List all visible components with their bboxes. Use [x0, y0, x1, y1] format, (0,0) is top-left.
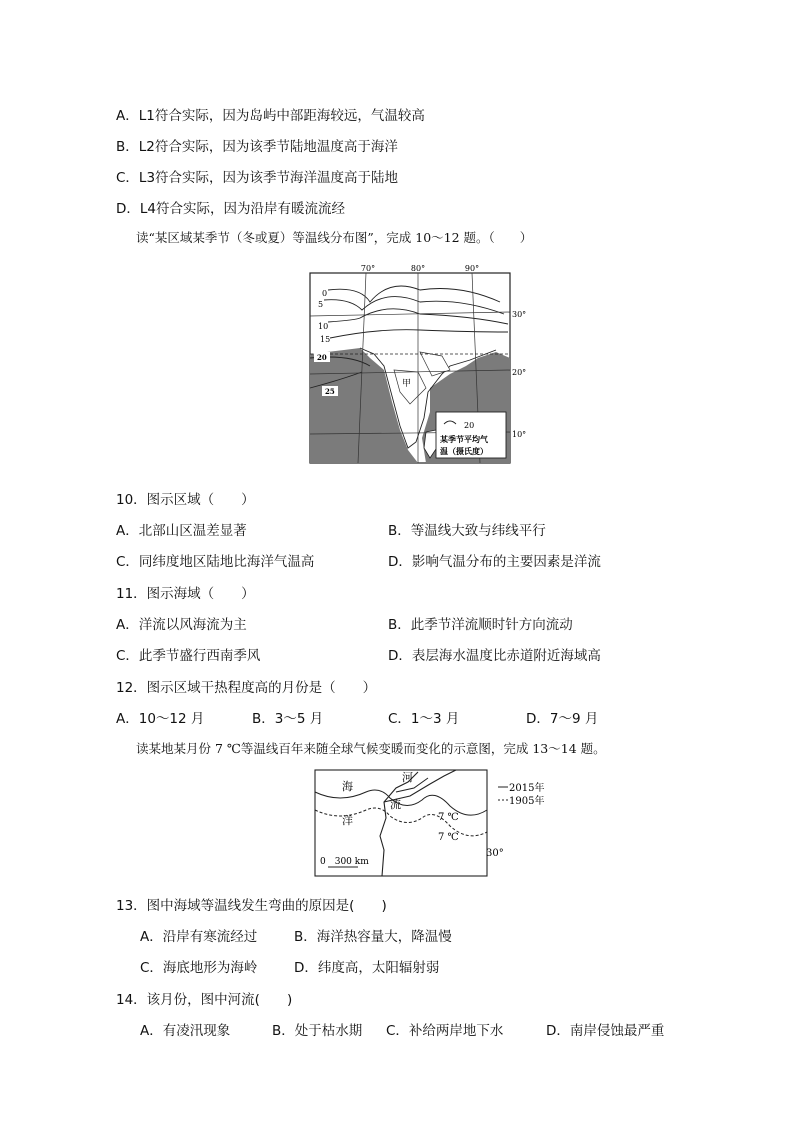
legend-text-line2: 温（摄氏度） [440, 446, 488, 456]
label-river-2: 流 [390, 798, 401, 811]
q10-option-c: C．同纬度地区陆地比海洋气温高 [116, 554, 315, 570]
lon-label-80: 80° [410, 264, 426, 273]
q14-option-d: D．南岸侵蚀最严重 [546, 1023, 665, 1039]
lat-label-10: 10° [512, 430, 527, 439]
lon-label-70: 70° [360, 264, 376, 273]
q13-option-a: A．沿岸有寒流经过 [140, 929, 258, 945]
q13-option-b: B．海洋热容量大，降温慢 [294, 929, 452, 945]
q10-option-a: A．北部山区温差显著 [116, 523, 247, 539]
label-sea-1: 海 [342, 780, 353, 793]
label-sea-2: 洋 [342, 814, 353, 827]
q9-option-c: C．L3符合实际，因为该季节海洋温度高于陆地 [116, 170, 399, 186]
q11-option-d: D．表层海水温度比赤道附近海域高 [388, 648, 601, 664]
legend-2015: 2015年 [509, 783, 545, 794]
scale-text: 0 300 km [320, 857, 369, 867]
q10-stem: 10．图示区域（ ） [116, 492, 255, 508]
q11-option-a: A．洋流以风海流为主 [116, 617, 247, 633]
q12-stem: 12．图示区域干热程度高的月份是（ ） [116, 680, 377, 696]
place-label-jia: 甲 [402, 379, 412, 389]
q11-option-b: B．此季节洋流顺时针方向流动 [388, 617, 573, 633]
legend-value: 20 [464, 421, 475, 430]
q14-option-c: C．补给两岸地下水 [386, 1023, 504, 1039]
lon-label-90: 90° [464, 264, 480, 273]
q13-option-c: C．海底地形为海岭 [140, 960, 258, 976]
q9-option-d: D．L4符合实际，因为沿岸有暖流流经 [116, 201, 346, 217]
legend-1905: 1905年 [509, 796, 545, 807]
q11-option-c: C．此季节盛行西南季风 [116, 648, 261, 664]
q14-stem: 14．该月份，图中河流( ) [116, 992, 293, 1008]
q11-stem: 11．图示海域（ ） [116, 586, 255, 602]
label-latitude: 30° [486, 848, 504, 859]
iso-label-25: 25 [325, 387, 335, 396]
isotherm-map [300, 262, 532, 466]
label-iso-2: 7 ℃ [438, 832, 459, 843]
iso-label-5: 5 [318, 300, 324, 309]
q9-option-a: A．L1符合实际，因为岛屿中部距海较远，气温较高 [116, 108, 425, 124]
q12-option-b: B．3～5 月 [252, 711, 324, 727]
iso-label-10: 10 [318, 322, 329, 331]
label-river-1: 河 [402, 771, 413, 784]
q12-option-a: A．10～12 月 [116, 711, 205, 727]
q10-option-d: D．影响气温分布的主要因素是洋流 [388, 554, 601, 570]
iso-label-0: 0 [322, 289, 328, 298]
label-iso-1: 7 ℃ [438, 812, 459, 823]
isotherm-change-map [310, 766, 560, 880]
q14-option-b: B．处于枯水期 [272, 1023, 363, 1039]
q10-option-b: B．等温线大致与纬线平行 [388, 523, 546, 539]
q12-option-d: D．7～9 月 [526, 711, 599, 727]
q9-option-b: B．L2符合实际，因为该季节陆地温度高于海洋 [116, 139, 398, 155]
legend-text-line1: 某季节平均气 [440, 434, 488, 444]
lat-label-30: 30° [512, 310, 527, 319]
iso-label-20: 20 [317, 353, 327, 362]
intro-10-12: 读“某区域某季节（冬或夏）等温线分布图”，完成 10～12 题。（ ） [136, 230, 533, 245]
iso-label-15: 15 [320, 335, 331, 344]
intro-13-14: 读某地某月份 7 ℃等温线百年来随全球气候变暖而变化的示意图，完成 13～14 题。 [136, 741, 606, 756]
q13-stem: 13．图中海域等温线发生弯曲的原因是( ) [116, 898, 387, 914]
q12-option-c: C．1～3 月 [388, 711, 460, 727]
q14-option-a: A．有凌汛现象 [140, 1023, 231, 1039]
q13-option-d: D．纬度高，太阳辐射弱 [294, 960, 440, 976]
lat-label-20: 20° [512, 368, 527, 377]
